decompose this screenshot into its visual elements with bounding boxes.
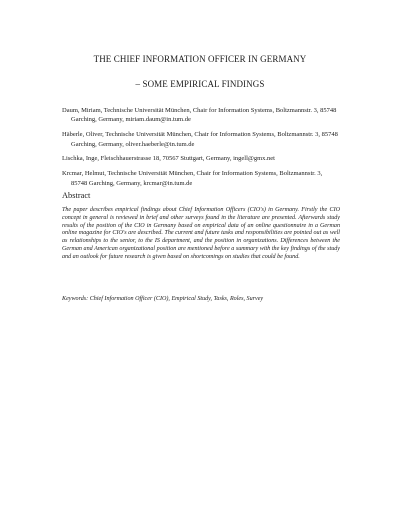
author-entry: Häberle, Oliver, Technische Universität München, Chair for Information Systems, Boltzmannstr. 3, 85748 Garching, Germany, oliver.haeberle@in.tum.de bbox=[62, 131, 338, 148]
keywords: Keywords: Chief Information Officer (CIO), Empirical Study, Tasks, Roles, Survey bbox=[62, 296, 264, 302]
author-entry: Daum, Miriam, Technische Universität München, Chair for Information Systems, Boltzmannstr. 3, 85748 Garching, Germany, miriam.daum@in.tum.de bbox=[62, 107, 337, 124]
paper-title: THE CHIEF INFORMATION OFFICER IN GERMANY bbox=[93, 54, 307, 64]
author-list bbox=[62, 106, 338, 193]
abstract-body: The paper describes empirical findings about Chief Information Officers (CIO's) in Germany. Firstly the CIO concept in general is reviewed in brief and other surveys found in the literature are presented. Afterwards study results of the position of the CIO in Germany based on empirical data of an online questionnaire in a German online magazine for CIO's are described. The current and future tasks and responsibilities are pointed out as well as relationships to the senior, to the IS department, and the position in organizations. Differences between the German and American organizational position are mentioned before a summary with the key findings of the study and an outlook for future research is given based on shortcomings on studies that could be found. bbox=[62, 207, 340, 260]
author-entry: Lischka, Inge, Fleischhauerstrasse 18, 70567 Stuttgart, Germany, ingell@gmx.net bbox=[62, 155, 275, 163]
paper-subtitle: – SOME EMPIRICAL FINDINGS bbox=[135, 79, 265, 89]
abstract-heading: Abstract bbox=[62, 191, 91, 200]
author-entry: Krcmar, Helmut, Technische Universität München, Chair for Information Systems, Boltzmannstr. 3, 85748 Garching, Germany, krcmar@in.tum.de bbox=[62, 170, 323, 187]
